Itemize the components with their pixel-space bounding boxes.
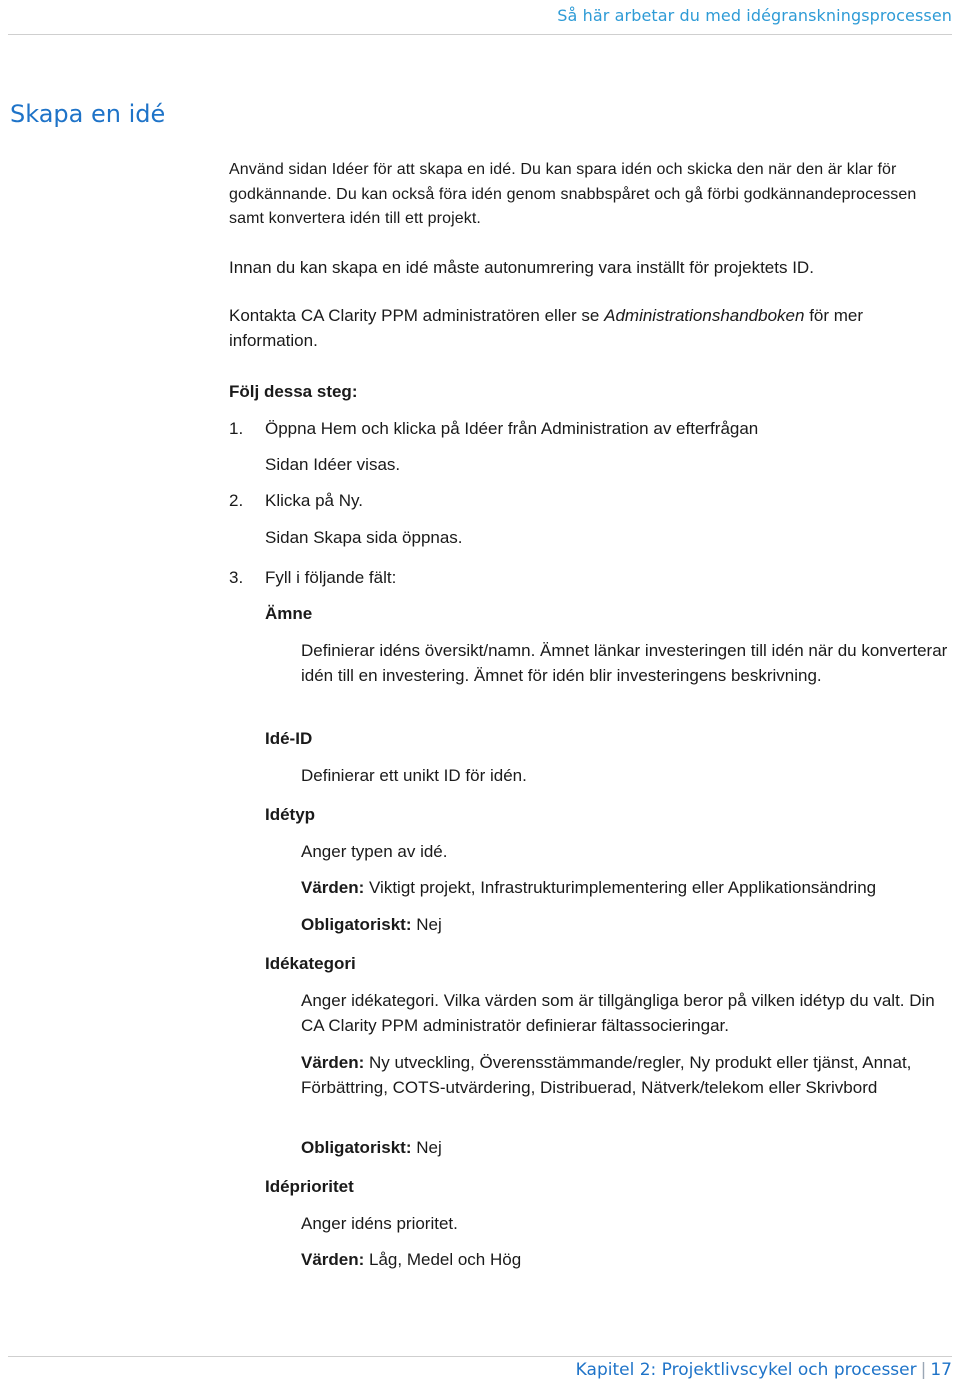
field-title-ideprioritet: Idéprioritet	[265, 1177, 354, 1196]
required-value: Nej	[411, 915, 442, 934]
field-required-idetyp	[301, 913, 951, 938]
field-title-idekategori: Idékategori	[265, 954, 356, 973]
footer-separator: |	[920, 1360, 927, 1380]
step-number: 1.	[229, 419, 244, 438]
footer-chapter: Kapitel 2: Projektlivscykel och processer	[575, 1360, 917, 1380]
step-text: Klicka på Ny.	[265, 491, 363, 510]
field-values-ideprioritet	[301, 1248, 951, 1273]
values-text: Låg, Medel och Hög	[364, 1250, 522, 1269]
field-desc-idekategori: Anger idékategori. Vilka värden som är tillgängliga beror på vilken idétyp du valt. Din CA Clarity PPM administratör definierar fältassocieringar.	[301, 991, 935, 1035]
header-divider	[8, 34, 952, 35]
values-label: Värden:	[301, 878, 365, 897]
contact-text: Kontakta CA Clarity PPM administratören eller se	[229, 306, 605, 325]
footer-divider	[8, 1356, 952, 1357]
field-desc-amne: Definierar idéns översikt/namn. Ämnet länkar investeringen till idén när du konverterar idén till en investering. Ämnet för idén blir investeringens beskrivning.	[301, 641, 948, 685]
section-title: Skapa en idé	[10, 100, 166, 128]
field-title-ide-id: Idé-ID	[265, 729, 313, 748]
field-required-idekategori	[301, 1136, 951, 1161]
step-number: 3.	[229, 568, 244, 587]
field-title-idetyp: Idétyp	[265, 805, 316, 824]
values-text: Ny utveckling, Överensstämmande/regler, Ny produkt eller tjänst, Annat, Förbättring, COTS-utvärdering, Distribuerad, Nätverk/telekom eller Skrivbord	[301, 1053, 912, 1097]
step-text: Öppna Hem och klicka på Idéer från Administration av efterfrågan	[265, 419, 759, 438]
intro-paragraph-2: Innan du kan skapa en idé måste autonumrering vara inställt för projektets ID.	[229, 258, 814, 277]
values-label: Värden:	[301, 1250, 365, 1269]
field-desc-ideprioritet: Anger idéns prioritet.	[301, 1214, 458, 1233]
field-values-idekategori	[301, 1051, 951, 1100]
page-number: 17	[930, 1360, 952, 1380]
field-title-amne: Ämne	[265, 604, 313, 623]
field-desc-ide-id: Definierar ett unikt ID för idén.	[301, 766, 527, 785]
steps-heading: Följ dessa steg:	[229, 382, 358, 401]
required-label: Obligatoriskt:	[301, 1138, 412, 1157]
required-label: Obligatoriskt:	[301, 915, 412, 934]
step-result: Sidan Skapa sida öppnas.	[265, 528, 463, 547]
required-value: Nej	[411, 1138, 442, 1157]
contact-text-end: för mer information.	[229, 306, 864, 350]
field-values-idetyp	[301, 876, 951, 901]
intro-paragraph-1: Använd sidan Idéer för att skapa en idé. Du kan spara idén och skicka den när den är klar för godkännande. Du kan också föra idén genom snabbspåret och gå förbi godkännandeprocessen samt konvertera idén till ett projekt.	[229, 161, 917, 227]
admin-guide-reference: Administrationshandboken	[604, 306, 805, 325]
step-number: 2.	[229, 491, 244, 510]
running-header: Så här arbetar du med idégranskningsprocessen	[557, 6, 952, 25]
step-result: Sidan Idéer visas.	[265, 455, 401, 474]
values-label: Värden:	[301, 1053, 365, 1072]
values-text: Viktigt projekt, Infrastrukturimplementering eller Applikationsändring	[364, 878, 877, 897]
step-text: Fyll i följande fält:	[265, 568, 397, 587]
intro-paragraph-3	[229, 304, 954, 353]
field-desc-idetyp: Anger typen av idé.	[301, 842, 448, 861]
page-footer	[576, 1360, 952, 1380]
